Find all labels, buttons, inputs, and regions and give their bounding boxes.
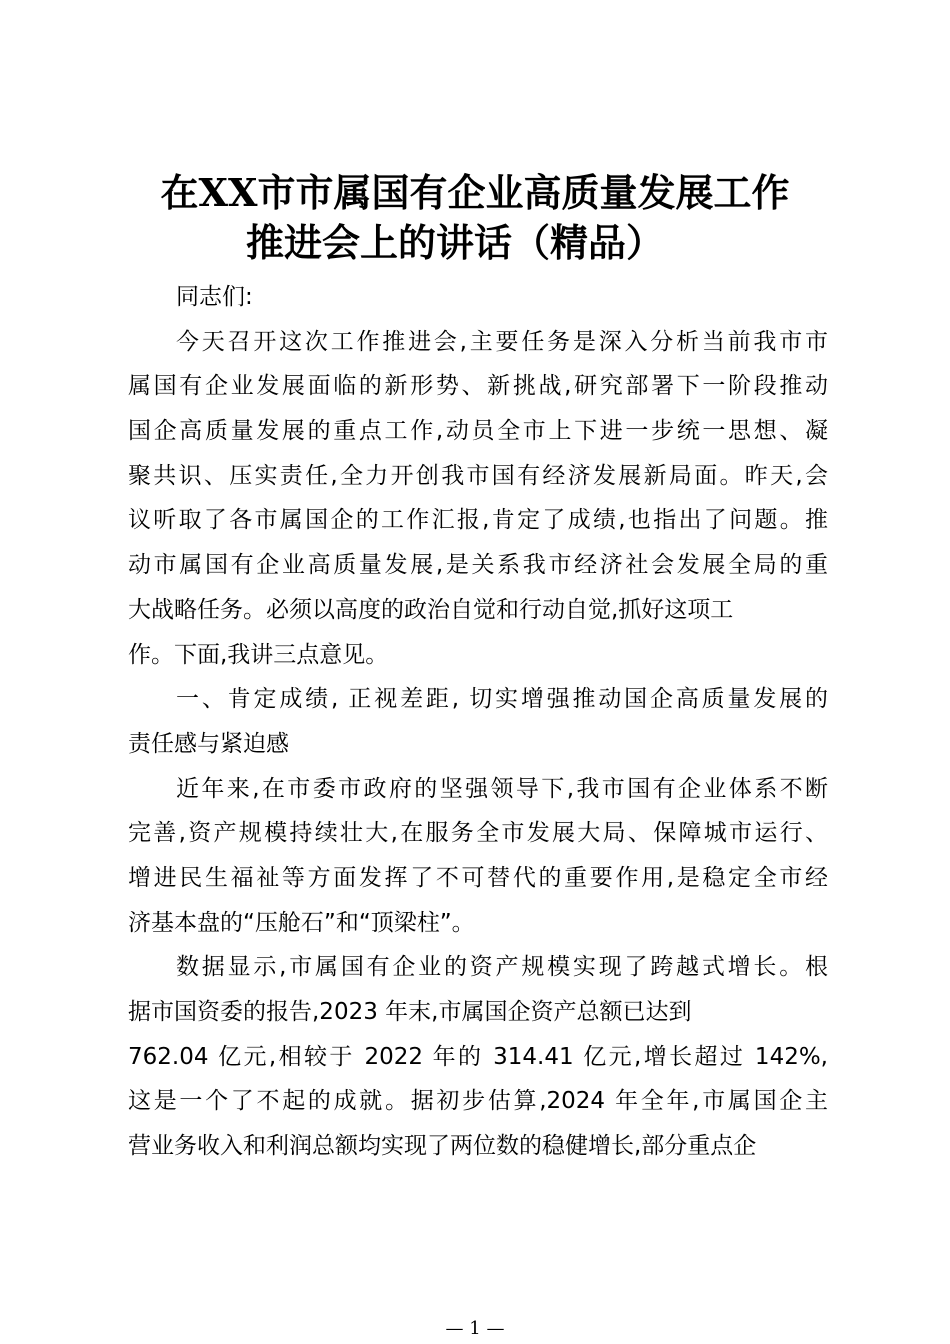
document-title-line-2: 推进会上的讲话（精品） <box>245 220 664 265</box>
paragraph-line: 据市国资委的报告,2023 年末,市属国企资产总额已达到 <box>128 999 692 1025</box>
page-number: — 1 — <box>445 1318 505 1339</box>
paragraph-line: 数据显示,市属国有企业的资产规模实现了跨越式增长。根 <box>176 954 828 981</box>
paragraph-line: 这是一个了不起的成就。据初步估算,2024 年全年,市属国企主 <box>128 1088 828 1115</box>
paragraph-line: 责任感与紧迫感 <box>128 730 289 757</box>
paragraph-line: 营业务收入和利润总额均实现了两位数的稳健增长,部分重点企 <box>128 1133 757 1160</box>
paragraph-line: 聚共识、压实责任,全力开创我市国有经济发展新局面。昨天,会 <box>128 462 828 489</box>
paragraph-line: 增进民生福祉等方面发挥了不可替代的重要作用,是稳定全市经 <box>128 864 828 891</box>
paragraph-line: 大战略任务。必须以高度的政治自觉和行动自觉,抓好这项工 <box>128 596 734 623</box>
document-body <box>128 275 828 1169</box>
paragraph-line: 动市属国有企业高质量发展,是关系我市经济社会发展全局的重 <box>128 552 828 579</box>
paragraph-line: 今天召开这次工作推进会,主要任务是深入分析当前我市市 <box>176 328 828 355</box>
paragraph-line: 济基本盘的“压舱石”和“顶梁柱”。 <box>128 909 475 936</box>
paragraph-line: 议听取了各市属国企的工作汇报,肯定了成绩,也指出了问题。推 <box>128 507 828 534</box>
paragraph-line: 国企高质量发展的重点工作,动员全市上下进一步统一思想、凝 <box>128 418 828 445</box>
paragraph-line: 近年来,在市委市政府的坚强领导下,我市国有企业体系不断 <box>176 775 828 802</box>
paragraph-line: 作。下面,我讲三点意见。 <box>128 641 389 668</box>
paragraph-line: 属国有企业发展面临的新形势、新挑战,研究部署下一阶段推动 <box>128 373 828 400</box>
paragraph-line: 762.04 亿元,相较于 2022 年的 314.41 亿元,增长超过 142%, <box>128 1043 828 1070</box>
paragraph-line: 完善,资产规模持续壮大,在服务全市发展大局、保障城市运行、 <box>128 820 828 847</box>
document-title-line-1: 在XX市市属国有企业高质量发展工作 <box>160 170 790 215</box>
paragraph-line: 一、肯定成绩, 正视差距, 切实增强推动国企高质量发展的 <box>176 686 828 713</box>
paragraph-line: 同志们: <box>176 284 253 310</box>
